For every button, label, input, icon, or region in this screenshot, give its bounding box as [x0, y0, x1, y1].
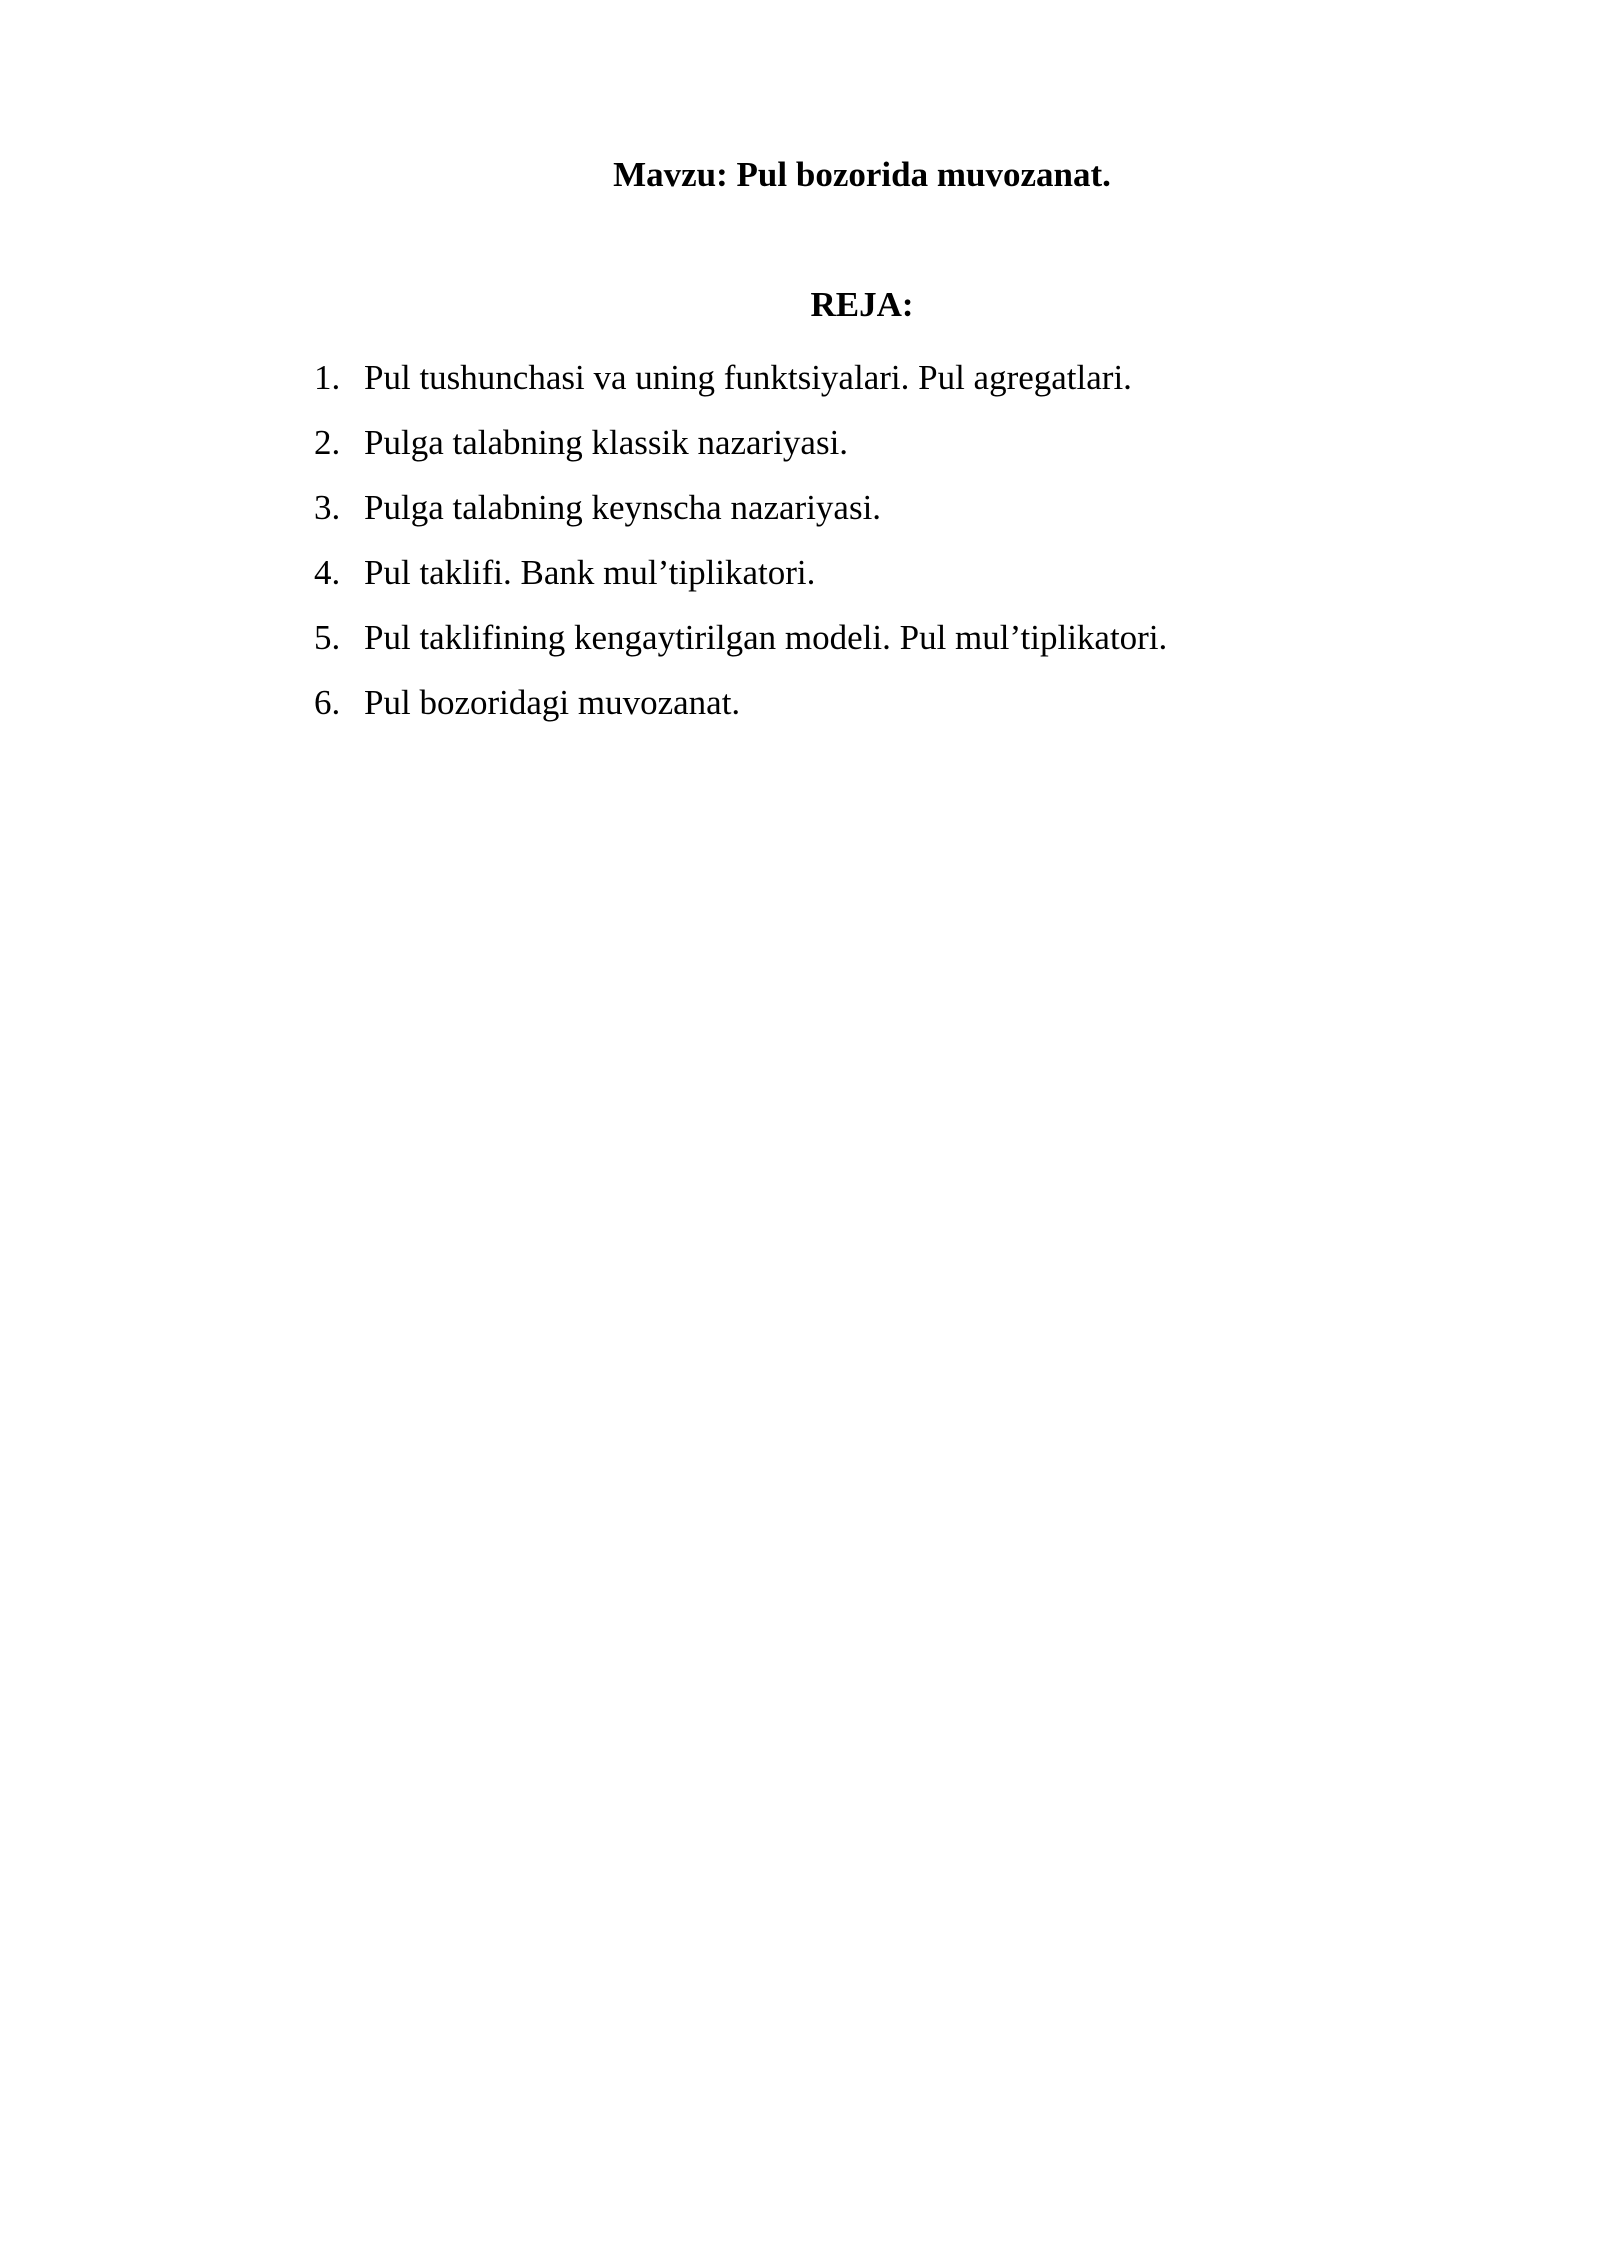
document-title: Mavzu: Pul bozorida muvozanat. — [613, 155, 1111, 194]
plan-item-4 — [314, 540, 1167, 605]
plan-item-number: 4. — [314, 553, 341, 592]
plan-item-6 — [314, 670, 1167, 735]
plan-item-text: Pulga talabning keynscha nazariyasi. — [364, 488, 882, 527]
plan-item-1 — [314, 345, 1167, 410]
plan-item-number: 5. — [314, 618, 341, 657]
plan-item-text: Pul taklifining kengaytirilgan modeli. Pul mul’tiplikatori. — [364, 618, 1168, 657]
plan-heading: REJA: — [810, 285, 914, 324]
plan-item-number: 6. — [314, 683, 341, 722]
plan-item-text: Pul tushunchasi va uning funktsiyalari. Pul agregatlari. — [364, 358, 1132, 397]
plan-item-3 — [314, 475, 1167, 540]
plan-item-text: Pul bozoridagi muvozanat. — [364, 683, 741, 722]
plan-item-2 — [314, 410, 1167, 475]
plan-item-number: 3. — [314, 488, 341, 527]
plan-item-number: 1. — [314, 358, 341, 397]
plan-item-5 — [314, 605, 1167, 670]
plan-list — [314, 345, 1167, 735]
plan-item-text: Pul taklifi. Bank mul’tiplikatori. — [364, 553, 816, 592]
plan-item-number: 2. — [314, 423, 341, 462]
plan-item-text: Pulga talabning klassik nazariyasi. — [364, 423, 849, 462]
